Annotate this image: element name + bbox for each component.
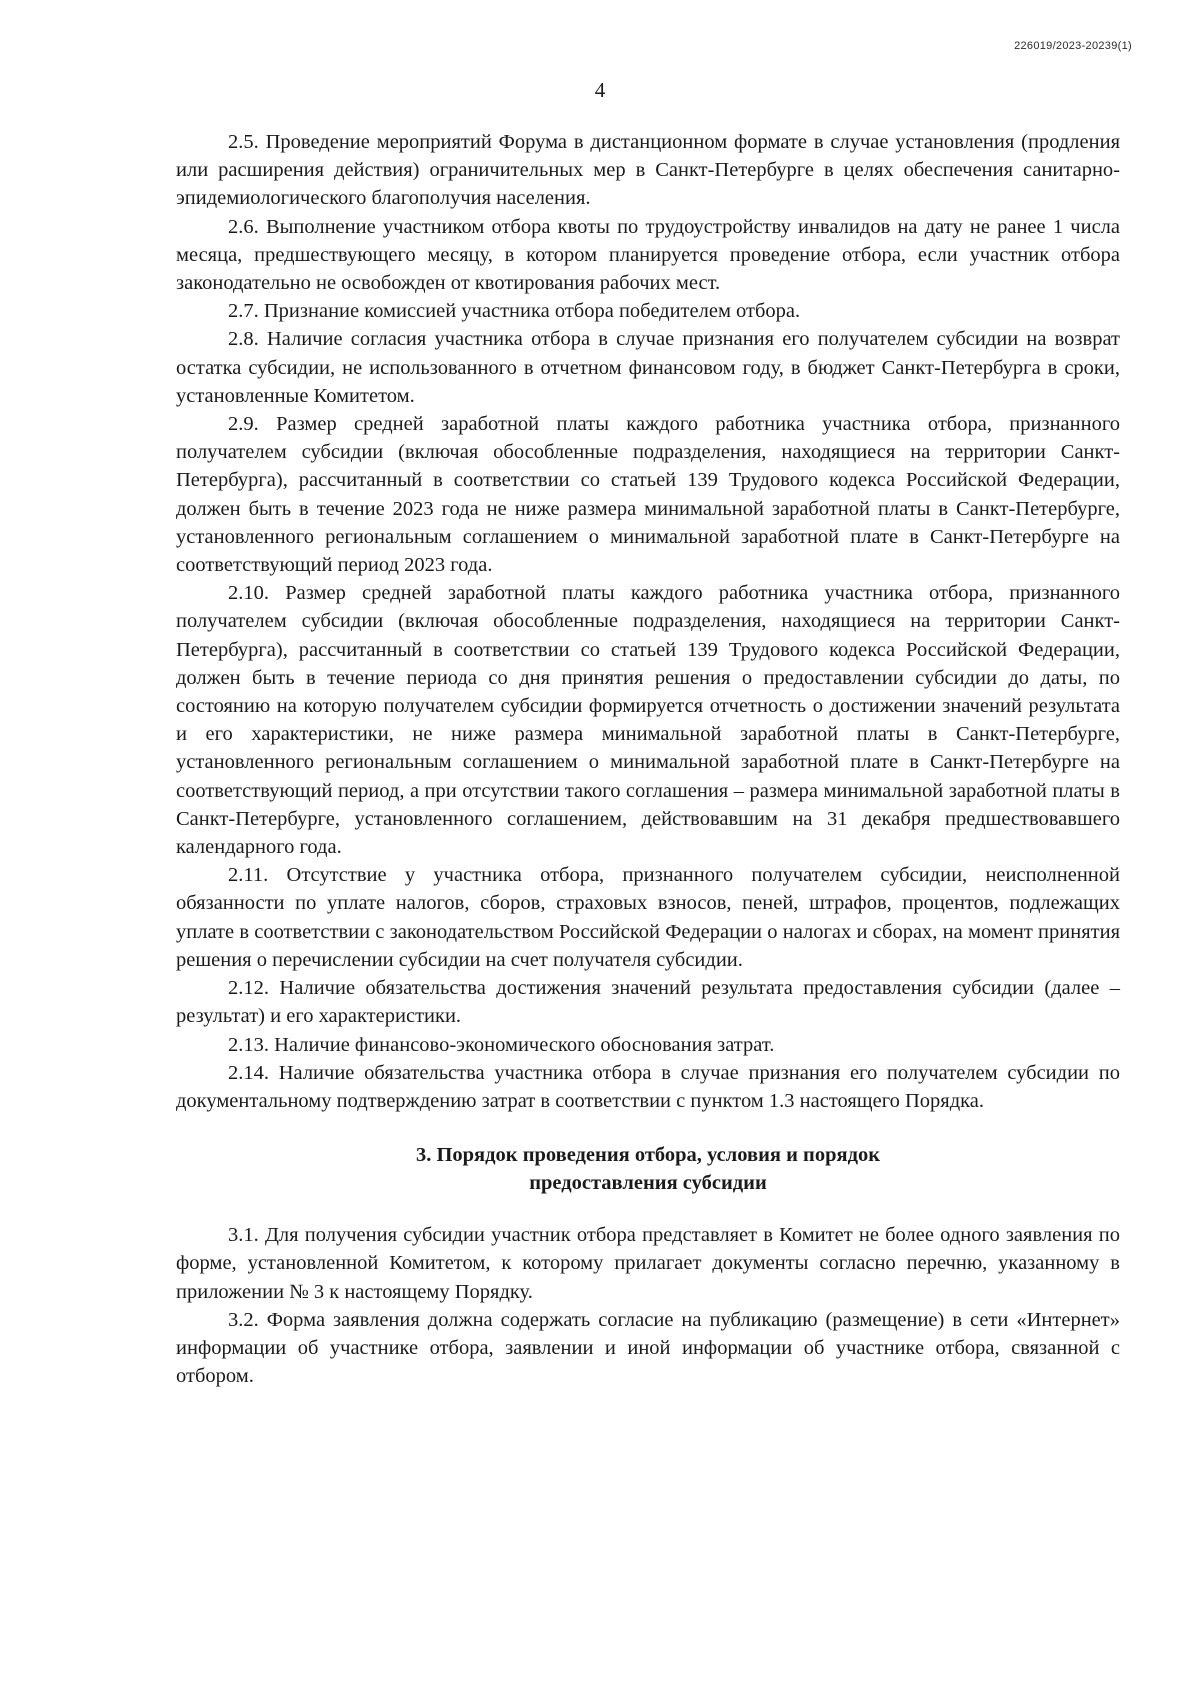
paragraph-2-10: 2.10. Размер средней заработной платы каждого работника участника отбора, признанного получателем субсидии (включая обособленные подразделения, находящиеся на территории Санкт-Петербурга), рассчитанный в соответствии со статьей 139 Трудового кодекса Российской Федерации, должен быть в течение периода со дня принятия решения о предоставлении субсидии до даты, по состоянию на которую получателем субсидии формируется отчетность о достижении значений результата и его характеристики, не ниже размера минимальной заработной платы в Санкт-Петербурге, установленного региональным соглашением о минимальной заработной плате в Санкт-Петербурге на соответствующий период, а при отсутствии такого соглашения – размера минимальной заработной платы в Санкт-Петербурге, установленного соглашением, действовавшим на 31 декабря предшествовавшего календарного года. [176, 582, 1120, 859]
section-3-heading-line2: предоставления субсидии [529, 1172, 767, 1195]
section-3-heading-line1: 3. Порядок проведения отбора, условия и порядок [415, 1144, 881, 1167]
paragraph-2-5: 2.5. Проведение мероприятий Форума в дистанционном формате в случае установления (продления или расширения действия) ограничительных мер в Санкт-Петербурге в целях обеспечения санитарно-эпидемиологического благополучия населения. [176, 131, 1120, 210]
document-body [176, 128, 1120, 1390]
section-3-heading [176, 1141, 1120, 1197]
paragraph-2-11: 2.11. Отсутствие у участника отбора, признанного получателем субсидии, неисполненной обязанности по уплате налогов, сборов, страховых взносов, пеней, штрафов, процентов, подлежащих уплате в соответствии с законодательством Российской Федерации о налогах и сборах, на момент принятия решения о перечислении субсидии на счет получателя субсидии. [176, 864, 1120, 971]
paragraph-2-13: 2.13. Наличие финансово-экономического обоснования затрат. [228, 1033, 775, 1056]
paragraph-2-8: 2.8. Наличие согласия участника отбора в случае признания его получателем субсидии на возврат остатка субсидии, не использованного в отчетном финансовом году, в бюджет Санкт-Петербурга в сроки, установленные Комитетом. [176, 328, 1120, 407]
paragraph-2-6: 2.6. Выполнение участником отбора квоты по трудоустройству инвалидов на дату не ранее 1 числа месяца, предшествующего месяцу, в котором планируется проведение отбора, если участник отбора законодательно не освобожден от квотирования рабочих мест. [176, 215, 1120, 295]
paragraph-3-1: 3.1. Для получения субсидии участник отбора представляет в Комитет не более одного заявления по форме, установленной Комитетом, к которому прилагает документы согласно перечню, указанному в приложении № 3 к настоящему Порядку. [176, 1224, 1120, 1303]
paragraph-2-12: 2.12. Наличие обязательства достижения значений результата предоставления субсидии (далее – результат) и его характеристики. [176, 977, 1120, 1028]
page-number: 4 [594, 78, 606, 102]
paragraph-2-14: 2.14. Наличие обязательства участника отбора в случае признания его получателем субсидии по документальному подтверждению затрат в соответствии с пунктом 1.3 настоящего Порядка. [176, 1061, 1120, 1112]
document-id: 226019/2023-20239(1) [1014, 40, 1132, 52]
paragraph-3-2: 3.2. Форма заявления должна содержать согласие на публикацию (размещение) в сети «Интернет» информации об участнике отбора, заявлении и иной информации об участнике отбора, связанной с отбором. [176, 1308, 1120, 1388]
paragraph-2-9: 2.9. Размер средней заработной платы каждого работника участника отбора, признанного получателем субсидии (включая обособленные подразделения, находящиеся на территории Санкт-Петербурга), рассчитанный в соответствии со статьей 139 Трудового кодекса Российской Федерации, должен быть в течение 2023 года не ниже размера минимальной заработной платы в Санкт-Петербурге, установленного региональным соглашением о минимальной заработной плате в Санкт-Петербурге на соответствующий период 2023 года. [176, 413, 1120, 577]
paragraph-2-7: 2.7. Признание комиссией участника отбора победителем отбора. [228, 300, 801, 323]
